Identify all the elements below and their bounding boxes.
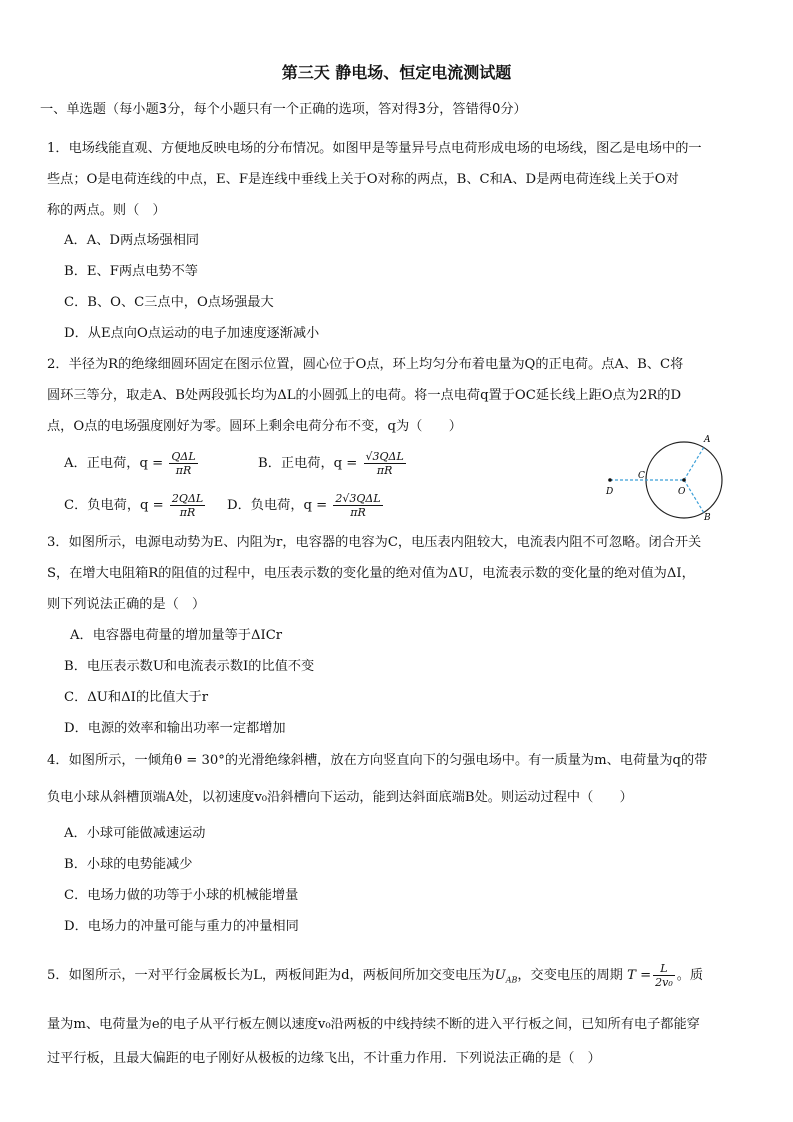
section-heading: 一、单选题（每小题3分，每个小题只有一个正确的选项，答对得3分，答错得0分） bbox=[40, 102, 527, 117]
q5-line1-text-c: 。质 bbox=[676, 968, 704, 983]
q1-line1: 1．电场线能直观、方便地反映电场的分布情况。如图甲是等量异号点电荷形成电场的电场线，图乙是电场中的一 bbox=[47, 141, 702, 156]
q5-line2: 量为m、电荷量为e的电子从平行板左侧以速度v₀沿两板的中线持续不断的进入平行板之间，已知所有电子都能穿 bbox=[47, 1017, 700, 1032]
ob-line bbox=[684, 480, 704, 513]
q5-period-numerator: L bbox=[653, 962, 675, 976]
q4-option-c: C．电场力做的功等于小球的机械能增量 bbox=[64, 888, 299, 903]
q4-line2: 负电小球从斜槽顶端A处，以初速度v₀沿斜槽向下运动，能到达斜面底端B处。则运动过程中（ ） bbox=[47, 790, 633, 805]
q5-period-fraction bbox=[653, 962, 675, 989]
q2-option-a-denominator: πR bbox=[175, 464, 192, 477]
q2-option-d-label: D．负电荷，q = bbox=[227, 498, 328, 513]
q3-option-a: A．电容器电荷量的增加量等于ΔICr bbox=[70, 628, 283, 643]
q1-line3: 称的两点。则（ ） bbox=[47, 203, 166, 218]
q2-option-b-fraction bbox=[364, 450, 406, 477]
label-o: O bbox=[678, 487, 686, 497]
page-title: 第三天 静电场、恒定电流测试题 bbox=[281, 63, 512, 82]
q4-line1: 4．如图所示，一倾角θ = 30°的光滑绝缘斜槽，放在方向竖直向下的匀强电场中。有一质量为m、电荷量为q的带 bbox=[47, 753, 708, 768]
q2-option-a bbox=[64, 450, 200, 477]
q2-line3: 点，O点的电场强度刚好为零。圆环上剩余电荷分布不变，q为（ ） bbox=[47, 419, 462, 434]
q2-option-d-denominator: πR bbox=[350, 506, 366, 519]
q4-option-a: A．小球可能做减速运动 bbox=[64, 826, 206, 841]
label-c: C bbox=[638, 471, 645, 481]
q1-option-c: C．B、O、C三点中，O点场强最大 bbox=[64, 295, 274, 310]
q2-option-d bbox=[227, 492, 385, 519]
q2-option-d-numerator: 2√3QΔL bbox=[335, 492, 381, 505]
q5-period-denominator: 2v₀ bbox=[655, 976, 673, 989]
q2-option-d-fraction bbox=[333, 492, 382, 519]
q5-voltage-symbol bbox=[495, 968, 518, 983]
q2-option-b bbox=[258, 450, 408, 477]
label-d: D bbox=[606, 487, 614, 497]
point-d-dot bbox=[608, 478, 612, 482]
q5-line1 bbox=[47, 962, 703, 991]
q2-option-b-label: B．正电荷，q = bbox=[258, 456, 358, 471]
q2-option-a-fraction bbox=[169, 450, 197, 477]
q1-option-b: B．E、F两点电势不等 bbox=[64, 264, 198, 279]
q2-option-c-numerator: 2QΔL bbox=[171, 492, 204, 505]
q3-option-b: B．电压表示数U和电流表示数I的比值不变 bbox=[64, 659, 315, 674]
oa-line bbox=[684, 447, 704, 480]
q2-option-a-numerator: QΔL bbox=[171, 450, 196, 463]
q2-option-c-denominator: πR bbox=[179, 506, 196, 519]
q2-option-b-denominator: πR bbox=[376, 464, 393, 477]
q2-option-c-label: C．负电荷，q = bbox=[64, 498, 164, 513]
q5-line3: 过平行板，且最大偏距的电子刚好从极板的边缘飞出，不计重力作用．下列说法正确的是（ ） bbox=[47, 1051, 601, 1066]
label-a: A bbox=[704, 435, 711, 445]
q3-option-c: C．ΔU和ΔI的比值大于r bbox=[64, 690, 209, 705]
q2-option-a-label: A．正电荷，q = bbox=[64, 456, 164, 471]
ring-diagram bbox=[598, 426, 738, 522]
q2-option-c bbox=[64, 492, 207, 519]
q1-option-d: D．从E点向O点运动的电子加速度逐渐减小 bbox=[64, 326, 320, 341]
q2-line2: 圆环三等分，取走A、B处两段弧长均为ΔL的小圆弧上的电荷。将一点电荷q置于OC延长线上距O点为2R的D bbox=[47, 388, 682, 403]
label-b: B bbox=[704, 513, 711, 522]
q3-line1: 3．如图所示，电源电动势为E、内阻为r，电容器的电容为C，电压表内阻较大，电流表内阻不可忽略。闭合开关 bbox=[47, 535, 702, 550]
q2-option-b-numerator: √3QΔL bbox=[365, 450, 404, 463]
q5-voltage-u: U bbox=[494, 968, 506, 983]
q2-line1: 2．半径为R的绝缘细圆环固定在图示位置，圆心位于O点，环上均匀分布着电量为Q的正电荷。点A、B、C将 bbox=[47, 357, 684, 372]
q3-option-d: D．电源的效率和输出功率一定都增加 bbox=[64, 721, 286, 736]
q2-option-c-fraction bbox=[170, 492, 205, 519]
point-o-dot bbox=[682, 478, 686, 482]
q3-line2: S，在增大电阻箱R的阻值的过程中，电压表示数的变化量的绝对值为ΔU，电流表示数的变化量的绝对值为ΔI， bbox=[47, 566, 695, 581]
q5-period-label: T = bbox=[627, 968, 652, 983]
q3-line3: 则下列说法正确的是（ ） bbox=[47, 597, 206, 612]
q4-option-d: D．电场力的冲量可能与重力的冲量相同 bbox=[64, 919, 299, 934]
q5-line1-text-b: ，交变电压的周期 bbox=[517, 968, 623, 983]
q4-option-b: B．小球的电势能减少 bbox=[64, 857, 193, 872]
q1-option-a: A．A、D两点场强相同 bbox=[64, 233, 200, 248]
q5-line1-text-a: 5．如图所示，一对平行金属板长为L，两板间距为d，两板间所加交变电压为 bbox=[47, 968, 495, 983]
q5-voltage-subscript: AB bbox=[505, 975, 518, 985]
q1-line2: 些点；O是电荷连线的中点，E、F是连线中垂线上关于O对称的两点，B、C和A、D是两电荷连线上关于O对 bbox=[47, 172, 679, 187]
